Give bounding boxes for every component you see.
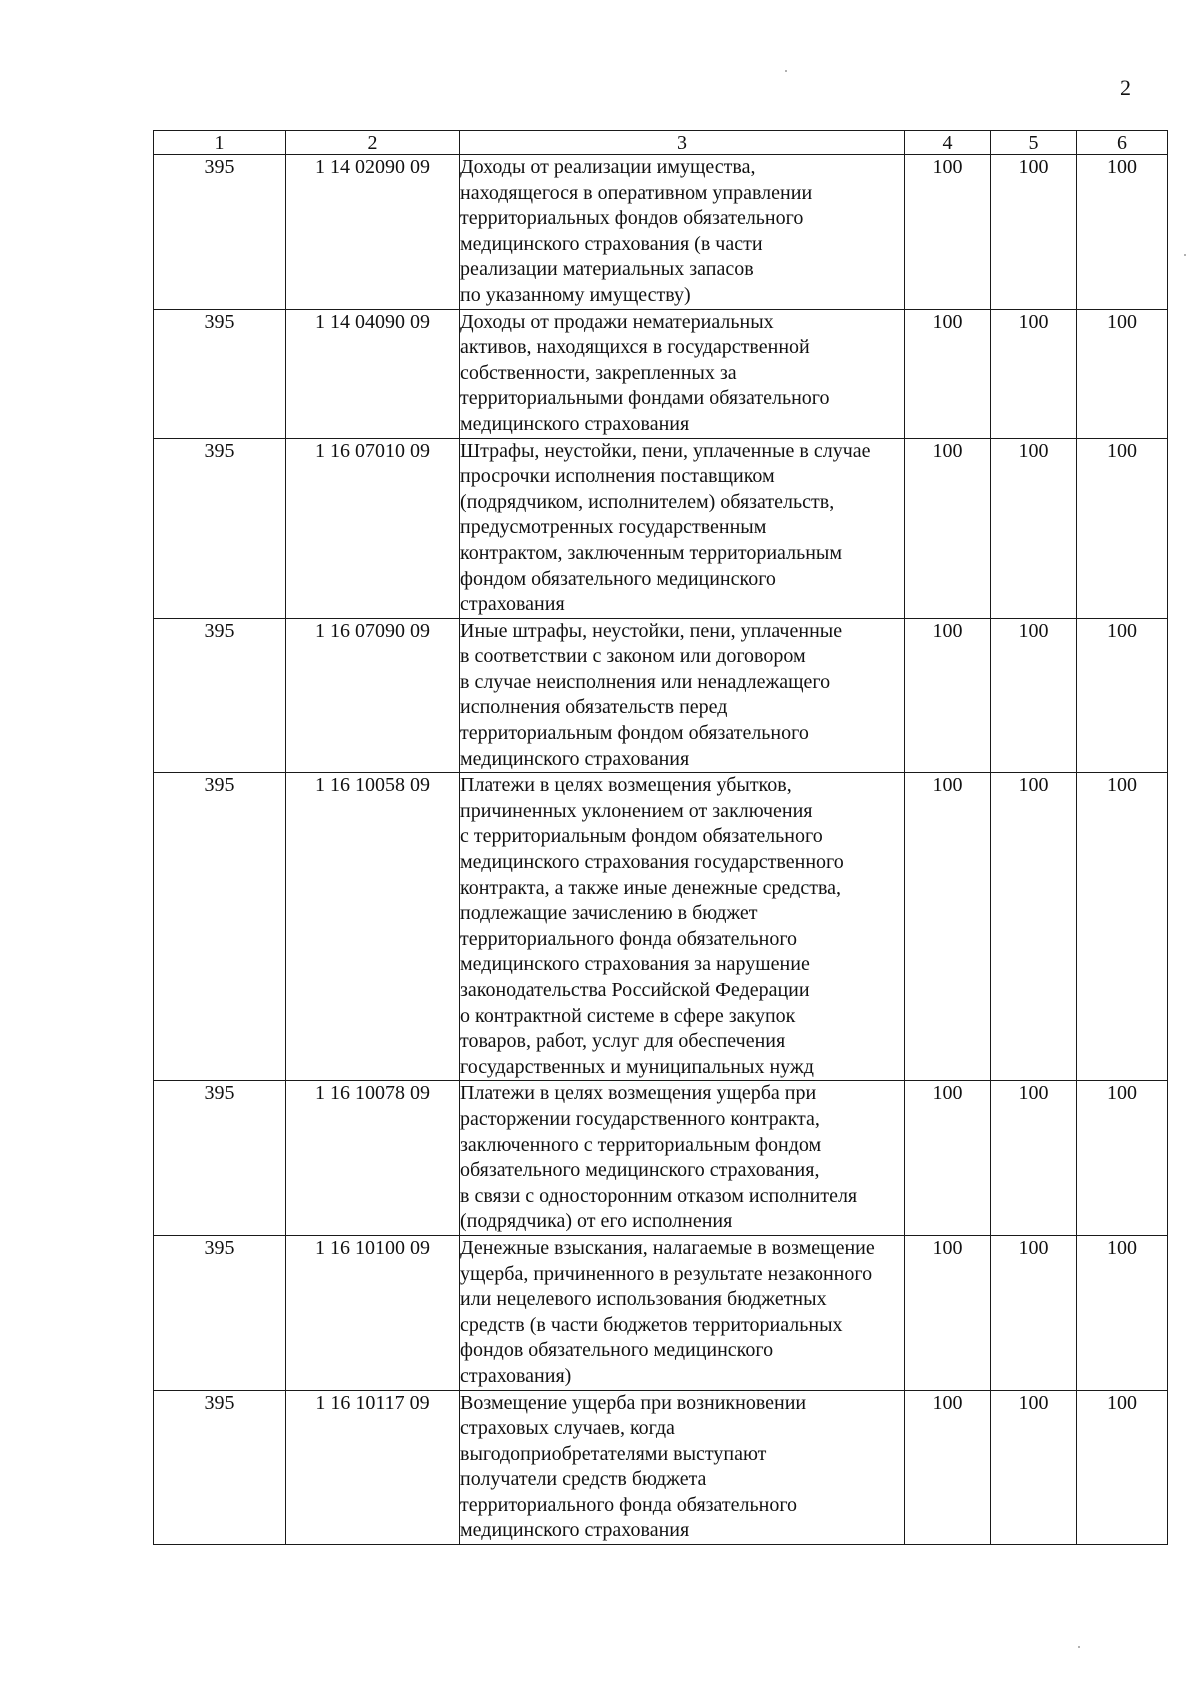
description-line: о контрактной системе в сфере закупок xyxy=(460,1004,796,1027)
description-line: выгодоприобретателями выступают xyxy=(460,1442,767,1465)
description-line: просрочки исполнения поставщиком xyxy=(460,465,775,488)
table-row xyxy=(154,1081,1168,1236)
value-col-5-cell: 100 xyxy=(991,773,1077,1081)
description-cell xyxy=(460,1390,905,1545)
kbk-code-cell: 1 16 10117 09 xyxy=(286,1390,460,1545)
description-line: активов, находящихся в государственной xyxy=(460,336,810,359)
description-line: страхования xyxy=(460,593,565,616)
description-line: в связи с односторонним отказом исполнителя xyxy=(460,1184,858,1207)
header-col-5: 5 xyxy=(991,131,1077,155)
description-line: собственности, закрепленных за xyxy=(460,361,737,384)
description-line: с территориальным фондом обязательного xyxy=(460,825,823,848)
description-line: предусмотренных государственным xyxy=(460,516,767,539)
page-number: 2 xyxy=(1120,75,1131,100)
description-cell xyxy=(460,773,905,1081)
description-line: территориальных фондов обязательного xyxy=(460,207,804,230)
header-col-1: 1 xyxy=(154,131,286,155)
description-line: контракта, а также иные денежные средства, xyxy=(460,876,841,899)
description-line: государственных и муниципальных нужд xyxy=(460,1055,814,1078)
admin-code-cell: 395 xyxy=(154,309,286,438)
value-col-4-cell: 100 xyxy=(905,618,991,773)
description-line: территориального фонда обязательного xyxy=(460,1493,798,1516)
value-col-4-cell: 100 xyxy=(905,438,991,618)
description-line: Платежи в целях возмещения убытков, xyxy=(460,774,792,797)
value-col-5-cell: 100 xyxy=(991,618,1077,773)
table-row xyxy=(154,155,1168,310)
description-cell xyxy=(460,1081,905,1236)
kbk-code-cell: 1 16 10078 09 xyxy=(286,1081,460,1236)
value-col-6-cell: 100 xyxy=(1077,438,1168,618)
value-col-6-cell: 100 xyxy=(1077,773,1168,1081)
description-line: медицинского страхования (в части xyxy=(460,232,763,255)
value-col-6-cell: 100 xyxy=(1077,1390,1168,1545)
description-line: медицинского страхования xyxy=(460,747,690,770)
table-row xyxy=(154,1235,1168,1390)
header-col-3: 3 xyxy=(460,131,905,155)
value-col-6-cell: 100 xyxy=(1077,1081,1168,1236)
value-col-5-cell: 100 xyxy=(991,438,1077,618)
value-col-6-cell: 100 xyxy=(1077,618,1168,773)
description-cell xyxy=(460,155,905,310)
description-line: Денежные взыскания, налагаемые в возмещение xyxy=(460,1236,875,1259)
table-row xyxy=(154,309,1168,438)
description-cell xyxy=(460,1235,905,1390)
value-col-4-cell: 100 xyxy=(905,1390,991,1545)
description-line: Доходы от реализации имущества, xyxy=(460,156,756,178)
description-line: территориальным фондом обязательного xyxy=(460,722,809,745)
description-line: получатели средств бюджета xyxy=(460,1468,707,1491)
budget-code-table xyxy=(153,130,1168,1545)
description-line: медицинского страхования за нарушение xyxy=(460,953,810,976)
description-line: в случае неисполнения или ненадлежащего xyxy=(460,670,831,693)
value-col-4-cell: 100 xyxy=(905,773,991,1081)
description-line: медицинского страхования государственного xyxy=(460,851,844,874)
description-line: подлежащие зачислению в бюджет xyxy=(460,902,758,925)
description-line: страховых случаев, когда xyxy=(460,1417,675,1440)
value-col-5-cell: 100 xyxy=(991,1390,1077,1545)
description-line: фондом обязательного медицинского xyxy=(460,567,776,590)
description-line: Возмещение ущерба при возникновении xyxy=(460,1391,807,1414)
admin-code-cell: 395 xyxy=(154,618,286,773)
kbk-code-cell: 1 16 10058 09 xyxy=(286,773,460,1081)
description-line: территориальными фондами обязательного xyxy=(460,387,830,410)
table-body xyxy=(154,155,1168,1545)
description-line: расторжении государственного контракта, xyxy=(460,1107,820,1130)
header-row xyxy=(154,131,1168,155)
kbk-code-cell: 1 14 04090 09 xyxy=(286,309,460,438)
admin-code-cell: 395 xyxy=(154,773,286,1081)
table-header xyxy=(154,131,1168,155)
kbk-code-cell: 1 14 02090 09 xyxy=(286,155,460,310)
description-line: Штрафы, неустойки, пени, уплаченные в случае xyxy=(460,439,871,462)
description-line: исполнения обязательств перед xyxy=(460,696,728,719)
description-line: ущерба, причиненного в результате незаконного xyxy=(460,1262,873,1285)
description-line: медицинского страхования xyxy=(460,412,690,435)
description-line: реализации материальных запасов xyxy=(460,258,754,281)
description-line: или нецелевого использования бюджетных xyxy=(460,1288,827,1311)
description-line: Платежи в целях возмещения ущерба при xyxy=(460,1082,817,1105)
admin-code-cell: 395 xyxy=(154,1081,286,1236)
table-row xyxy=(154,1390,1168,1545)
description-line: (подрядчиком, исполнителем) обязательств, xyxy=(460,490,835,513)
table-row xyxy=(154,773,1168,1081)
header-col-2: 2 xyxy=(286,131,460,155)
value-col-4-cell: 100 xyxy=(905,1081,991,1236)
description-line: товаров, работ, услуг для обеспечения xyxy=(460,1030,786,1053)
description-line: обязательного медицинского страхования, xyxy=(460,1159,820,1182)
header-col-6: 6 xyxy=(1077,131,1168,155)
value-col-4-cell: 100 xyxy=(905,1235,991,1390)
admin-code-cell: 395 xyxy=(154,438,286,618)
value-col-5-cell: 100 xyxy=(991,309,1077,438)
scan-speck xyxy=(1184,254,1186,256)
description-line: по указанному имуществу) xyxy=(460,283,691,306)
description-line: территориального фонда обязательного xyxy=(460,927,798,950)
scan-speck xyxy=(785,70,787,72)
kbk-code-cell: 1 16 07010 09 xyxy=(286,438,460,618)
admin-code-cell: 395 xyxy=(154,155,286,310)
description-line: (подрядчика) от его исполнения xyxy=(460,1210,733,1233)
description-line: контрактом, заключенным территориальным xyxy=(460,541,843,564)
kbk-code-cell: 1 16 10100 09 xyxy=(286,1235,460,1390)
table-row xyxy=(154,618,1168,773)
description-line: находящегося в оперативном управлении xyxy=(460,181,813,204)
table-row xyxy=(154,438,1168,618)
description-line: средств (в части бюджетов территориальных xyxy=(460,1313,843,1336)
description-line: фондов обязательного медицинского xyxy=(460,1339,774,1362)
value-col-5-cell: 100 xyxy=(991,1081,1077,1236)
description-cell xyxy=(460,438,905,618)
value-col-5-cell: 100 xyxy=(991,1235,1077,1390)
description-line: в соответствии с законом или договором xyxy=(460,645,806,668)
description-line: страхования) xyxy=(460,1364,572,1387)
value-col-6-cell: 100 xyxy=(1077,1235,1168,1390)
description-line: Доходы от продажи нематериальных xyxy=(460,310,774,333)
description-line: причиненных уклонением от заключения xyxy=(460,799,813,822)
scan-speck xyxy=(1078,1646,1080,1648)
description-cell xyxy=(460,618,905,773)
description-cell xyxy=(460,309,905,438)
description-line: законодательства Российской Федерации xyxy=(460,979,810,1001)
value-col-4-cell: 100 xyxy=(905,309,991,438)
value-col-6-cell: 100 xyxy=(1077,309,1168,438)
value-col-6-cell: 100 xyxy=(1077,155,1168,310)
header-col-4: 4 xyxy=(905,131,991,155)
kbk-code-cell: 1 16 07090 09 xyxy=(286,618,460,773)
admin-code-cell: 395 xyxy=(154,1235,286,1390)
value-col-4-cell: 100 xyxy=(905,155,991,310)
value-col-5-cell: 100 xyxy=(991,155,1077,310)
description-line: Иные штрафы, неустойки, пени, уплаченные xyxy=(460,619,843,642)
description-line: медицинского страхования xyxy=(460,1519,690,1542)
description-line: заключенного с территориальным фондом xyxy=(460,1133,822,1156)
admin-code-cell: 395 xyxy=(154,1390,286,1545)
